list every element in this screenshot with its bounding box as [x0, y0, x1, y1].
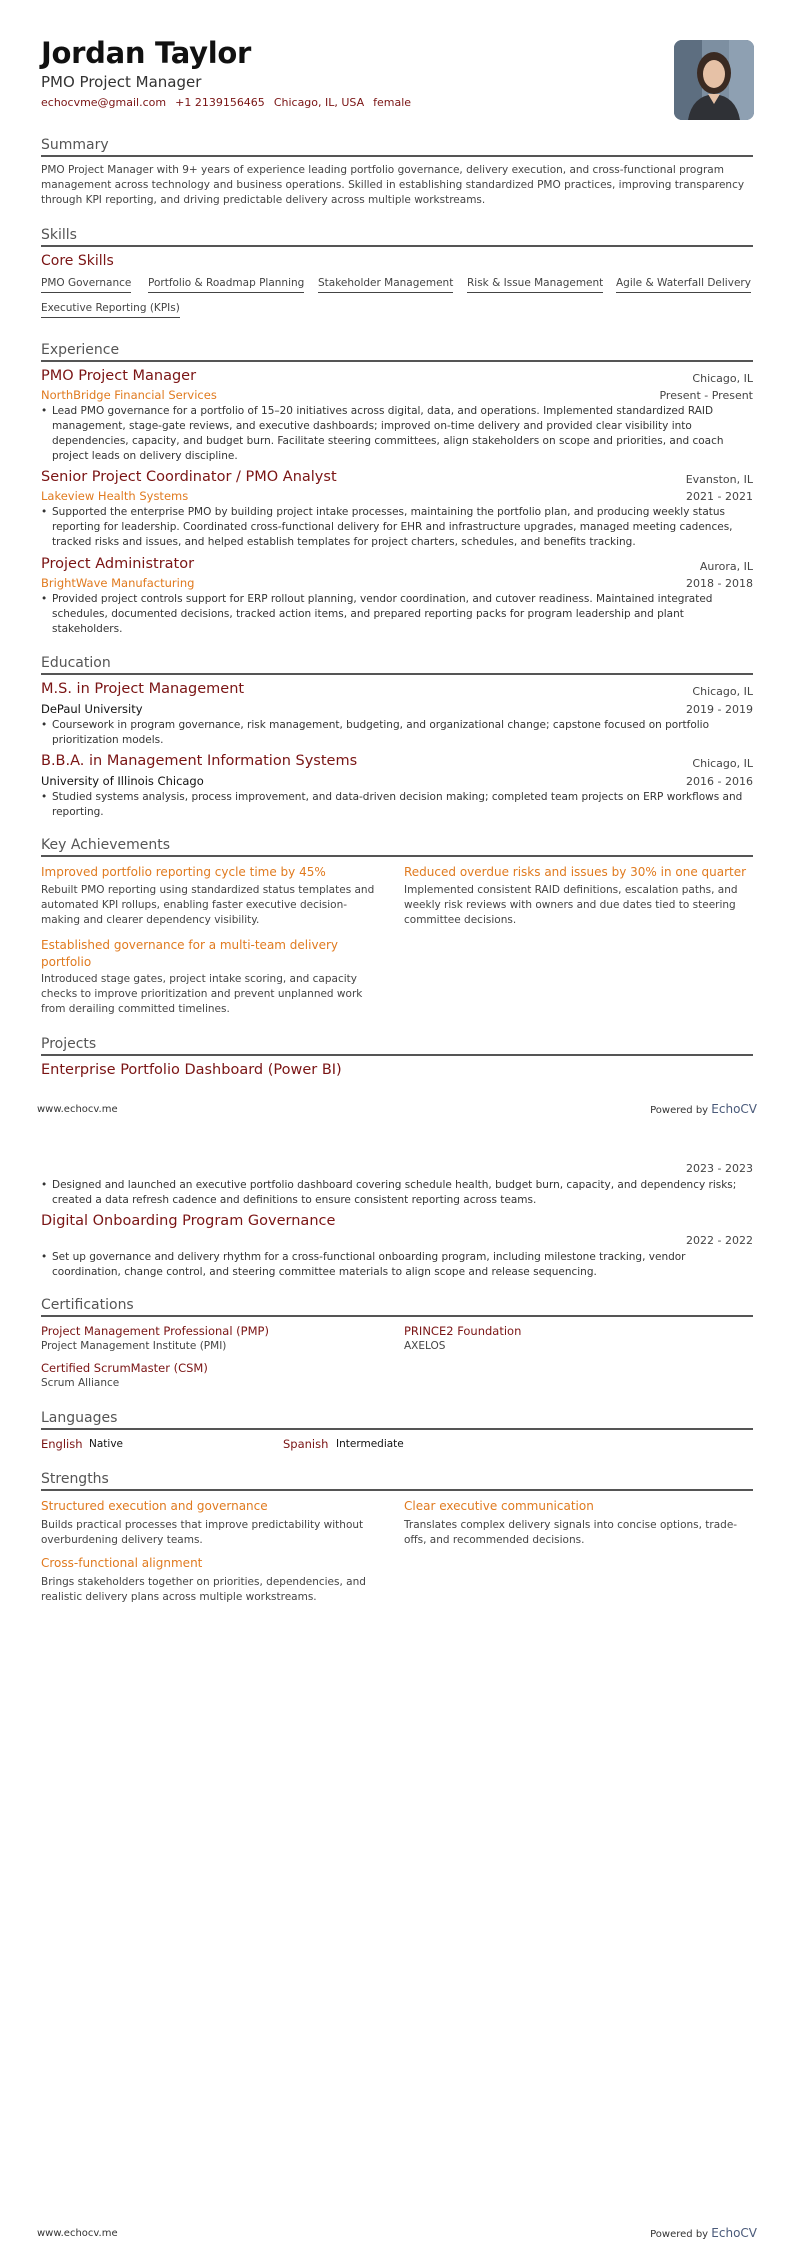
- certifications-heading: Certifications: [41, 1297, 753, 1317]
- edu-bullet: • Studied systems analysis, process improvement, and data-driven decision making; completed team projects on ERP workflows and reporting.: [41, 790, 756, 820]
- project-title: Digital Onboarding Program Governance: [41, 1213, 336, 1229]
- cert-org: Project Management Institute (PMI): [41, 1340, 227, 1352]
- footer-brand[interactable]: EchoCV: [711, 1102, 757, 1116]
- edu-location: Chicago, IL: [692, 685, 753, 698]
- cert-org: Scrum Alliance: [41, 1377, 120, 1389]
- footer-powered-text: Powered by: [650, 2229, 709, 2240]
- job-title: PMO Project Manager: [41, 368, 197, 384]
- experience-heading: Experience: [41, 342, 753, 362]
- job-location: Evanston, IL: [685, 473, 753, 486]
- school-name: DePaul University: [41, 702, 143, 716]
- footer-site[interactable]: www.echocv.me: [37, 2228, 118, 2239]
- skill-tag: Portfolio & Roadmap Planning: [148, 277, 304, 293]
- edu-dates: 2016 - 2016: [686, 775, 753, 788]
- edu-dates: 2019 - 2019: [686, 703, 753, 716]
- job-title: Project Administrator: [41, 556, 195, 572]
- job-dates: 2018 - 2018: [686, 577, 753, 590]
- achievement-title: Reduced overdue risks and issues by 30% in one quarter: [404, 865, 747, 879]
- achievement-desc: Introduced stage gates, project intake scoring, and capacity checks to improve prioritization and prevent unplanned work from derailing committed timelines.: [41, 973, 363, 1015]
- job-dates: 2021 - 2021: [686, 490, 753, 503]
- candidate-name: Jordan Taylor: [41, 36, 251, 70]
- skills-group-title: Core Skills: [41, 253, 114, 269]
- achievements-heading: Key Achievements: [41, 837, 753, 857]
- skill-tag: PMO Governance: [41, 277, 131, 293]
- profile-photo: [674, 40, 754, 120]
- footer-site[interactable]: www.echocv.me: [37, 1104, 118, 1115]
- edu-location: Chicago, IL: [692, 757, 753, 770]
- job-bullet: • Supported the enterprise PMO by building project intake processes, maintaining the portfolio plan, and producing weekly status reporting for leadership. Coordinated cross-functional delivery for EHR and infrastructure upgrades, managed meeting cadences, tracked risks and issues, and helped establish templates for project charters, schedules, and benefits tracking.: [41, 505, 756, 550]
- cert-name: PRINCE2 Foundation: [404, 1324, 522, 1338]
- language-level: Intermediate: [336, 1438, 404, 1450]
- job-title: Senior Project Coordinator / PMO Analyst: [41, 469, 337, 485]
- skills-heading: Skills: [41, 227, 753, 247]
- job-company: NorthBridge Financial Services: [41, 388, 217, 402]
- cert-org: AXELOS: [404, 1340, 446, 1352]
- degree-title: B.B.A. in Management Information Systems: [41, 753, 358, 769]
- footer-powered-text: Powered by: [650, 1105, 709, 1116]
- school-name: University of Illinois Chicago: [41, 774, 204, 788]
- project-bullet: • Designed and launched an executive portfolio dashboard covering schedule health, budget burn, capacity, and dependency risks; created a data refresh cadence and definitions to ensure consistent reporting across teams.: [41, 1178, 756, 1208]
- strength-desc: Translates complex delivery signals into concise options, trade-offs, and recommended decisions.: [404, 1519, 738, 1546]
- achievement-desc: Rebuilt PMO reporting using standardized status templates and automated KPI rollups, enabling faster executive decision-making and clearer dependency visibility.: [41, 884, 375, 926]
- location-text: Chicago, IL, USA: [273, 96, 365, 109]
- skill-tag: Stakeholder Management: [318, 277, 453, 293]
- summary-text: PMO Project Manager with 9+ years of experience leading portfolio governance, delivery execution, and cross-functional program management across technology and business operations. Skilled in establishing standardized PMO practices, improving transparency through KPI reporting, and driving predictable delivery across multiple workstreams.: [41, 164, 745, 206]
- skill-tag: Executive Reporting (KPIs): [41, 302, 180, 318]
- strengths-heading: Strengths: [41, 1471, 753, 1491]
- skill-tag: Risk & Issue Management: [467, 277, 603, 293]
- footer-brand[interactable]: EchoCV: [711, 2226, 757, 2240]
- project-dates: 2022 - 2022: [686, 1234, 753, 1247]
- project-title: Enterprise Portfolio Dashboard (Power BI): [41, 1062, 342, 1078]
- cert-name: Project Management Professional (PMP): [41, 1324, 269, 1338]
- strength-title: Cross-functional alignment: [41, 1556, 203, 1570]
- language-level: Native: [89, 1438, 123, 1450]
- language-name: English: [41, 1437, 83, 1451]
- achievement-desc: Implemented consistent RAID definitions, escalation paths, and weekly risk reviews with owners and due dates tied to steering committee decisions.: [404, 884, 738, 926]
- education-heading: Education: [41, 655, 753, 675]
- phone-text: +1 2139156465: [175, 96, 265, 109]
- achievement-title: Established governance for a multi-team delivery portfolio: [41, 938, 338, 969]
- language-name: Spanish: [283, 1437, 329, 1451]
- skill-tag: Agile & Waterfall Delivery: [616, 277, 751, 293]
- job-company: Lakeview Health Systems: [41, 489, 189, 503]
- strength-title: Clear executive communication: [404, 1499, 594, 1513]
- project-dates: 2023 - 2023: [686, 1162, 753, 1175]
- degree-title: M.S. in Project Management: [41, 681, 245, 697]
- strength-desc: Builds practical processes that improve predictability without overburdening delivery teams.: [41, 1519, 364, 1546]
- languages-heading: Languages: [41, 1410, 753, 1430]
- candidate-title: PMO Project Manager: [41, 73, 202, 91]
- job-location: Aurora, IL: [699, 560, 753, 573]
- job-bullet: • Lead PMO governance for a portfolio of 15–20 initiatives across digital, data, and operations. Implemented standardized RAID management, stage-gate reviews, and executive dashboards; improved on-time delivery and provided clear visibility into dependencies, capacity, and budget burn. Facilitate steering committees, align stakeholders on scope and priorities, and coach project leads on delivery discipline.: [41, 404, 756, 464]
- job-bullet: • Provided project controls support for ERP rollout planning, vendor coordination, and cutover readiness. Maintained integrated schedules, documented decisions, tracked action items, and prepared reporting packs for program leadership and plant stakeholders.: [41, 592, 756, 637]
- job-location: Chicago, IL: [692, 372, 753, 385]
- job-company: BrightWave Manufacturing: [41, 576, 195, 590]
- summary-heading: Summary: [41, 137, 753, 157]
- edu-bullet: • Coursework in program governance, risk management, budgeting, and organizational change; capstone focused on portfolio prioritization models.: [41, 718, 756, 748]
- job-dates: Present - Present: [659, 389, 753, 402]
- contact-line: [41, 96, 411, 109]
- footer-powered: [650, 1102, 757, 1116]
- projects-heading: Projects: [41, 1036, 753, 1056]
- strength-title: Structured execution and governance: [41, 1499, 268, 1513]
- gender-text: female: [373, 96, 412, 109]
- project-bullet: • Set up governance and delivery rhythm for a cross-functional onboarding program, including milestone tracking, vendor coordination, change control, and steering committee materials to align scope and release sequencing.: [41, 1250, 756, 1280]
- footer-powered: [650, 2226, 757, 2240]
- email-link[interactable]: echocvme@gmail.com: [41, 96, 167, 109]
- cert-name: Certified ScrumMaster (CSM): [41, 1361, 208, 1375]
- strength-desc: Brings stakeholders together on priorities, dependencies, and realistic delivery plans across multiple workstreams.: [41, 1576, 366, 1603]
- achievement-title: Improved portfolio reporting cycle time by 45%: [41, 865, 326, 879]
